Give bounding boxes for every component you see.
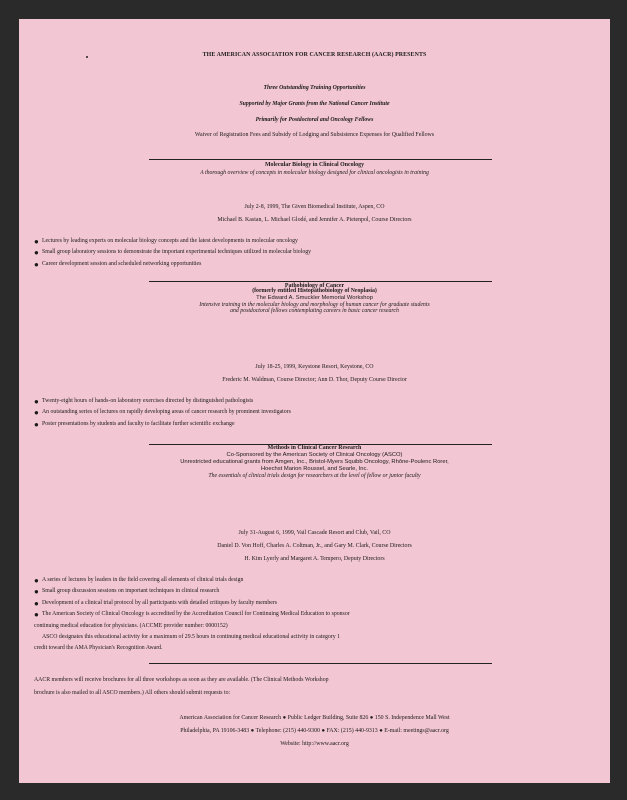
bullet-icon: ● — [34, 576, 39, 585]
divider — [149, 159, 492, 160]
accreditation-continuation: continuing medical education for physicians. (ACCME provider number: 0000152) — [34, 622, 228, 629]
workshop3-bullets — [34, 575, 604, 655]
workshop1-info: July 2-8, 1999, The Given Biomedical Institute, Aspen, CO Michael B. Kastan, L. Michael Glodé, and Jennifer A. Pietenpol, Course Directors — [217, 204, 412, 223]
list-item: ● Small group discussion sessions on important techniques in clinical research — [34, 587, 220, 597]
workshop2-subtitle: and postdoctoral fellows contemplating careers in basic cancer research — [230, 308, 399, 314]
flyer-page — [19, 19, 610, 783]
bullet-icon: ● — [34, 248, 39, 258]
workshop2-title-block — [19, 283, 610, 314]
workshop1-subtitle: A thorough overview of concepts in molecular biology designed for clinical oncologists in training — [200, 170, 429, 176]
credit-line: credit toward the AMA Physician's Recognition Award. — [34, 645, 163, 652]
workshop2-named: The Edward A. Smuckler Memorial Workshop — [256, 295, 373, 301]
workshop3-subtitle: The essentials of clinical trials design for researchers at the level of fellow or junior faculty — [208, 473, 421, 479]
footer-note: AACR members will receive brochures for all three workshops as soon as they are available. (The Clinical Methods Workshop brochure is also mailed to all ASCO members.) All others should submit requests to: — [34, 677, 329, 696]
bullet-icon: ● — [34, 237, 39, 246]
workshop1-title-block — [19, 162, 610, 176]
workshop3-sponsor: Co-Sponsored by the American Society of Clinical Oncology (ASCO) — [226, 452, 403, 458]
bullet-icon: ● — [34, 587, 39, 597]
intro-lines — [19, 80, 610, 128]
bullet-icon: ● — [34, 598, 39, 608]
list-item: ● A series of lectures by leaders in the field covering all elements of clinical trials design — [34, 576, 244, 585]
list-item: ● Lectures by leading experts on molecular biology concepts and the latest developments in molecular oncology — [34, 237, 298, 246]
list-item: ● Twenty-eight hours of hands-on laboratory exercises directed by distinguished pathologists — [34, 397, 254, 406]
intro-line: Supported by Major Grants from the National Cancer Institute — [239, 101, 390, 107]
bullet-icon: ● — [34, 610, 39, 620]
list-item: ● Career development session and scheduled networking opportunities — [34, 259, 202, 269]
website-text: Website: http://www.aacr.org — [280, 741, 349, 747]
divider — [149, 281, 492, 282]
list-item: ● The American Society of Clinical Oncology is accredited by the Accreditation Council for Continuing Medical Education to sponsor — [34, 610, 350, 620]
workshop3-title-block — [19, 445, 610, 479]
main-title: THE AMERICAN ASSOCIATION FOR CANCER RESEARCH (AACR) PRESENTS — [202, 52, 427, 58]
intro-line: Primarily for Postdoctoral and Oncology Fellows — [255, 117, 374, 123]
workshop3-info: July 31-August 6, 1999, Vail Cascade Resort and Club, Vail, CO Daniel D. Von Hoff, Charles A. Coltman, Jr., and Gary M. Clark, Course Directors H. Kim Lyerly and Margaret A. Tempero, Deputy Directors — [217, 530, 412, 562]
workshop2-formerly: (formerly entitled Histopathobiology of Neoplasia) — [252, 288, 377, 294]
bullet-icon: ● — [34, 397, 39, 406]
list-item: ● Development of a clinical trial protocol by all participants with detailed critiques by faculty members — [34, 598, 278, 608]
workshop3-title: Methods in Clinical Cancer Research — [267, 445, 362, 451]
workshop2-bullets — [34, 396, 604, 430]
workshop1-title: Molecular Biology in Clinical Oncology — [264, 162, 365, 168]
workshop1-bullets — [34, 236, 604, 270]
workshop2-subtitle: Intensive training in the molecular biology and morphology of human cancer for graduate students — [199, 302, 430, 308]
divider — [149, 663, 492, 664]
list-item: ● Poster presentations by students and faculty to facilitate further scientific exchange — [34, 419, 235, 429]
workshop2-title: Pathobiology of Cancer — [284, 283, 345, 289]
intro-line: Three Outstanding Training Opportunities — [263, 85, 366, 91]
credit-line: ASCO designates this educational activity for a maximum of 29.5 hours in continuing medical educational activity in category 1 — [42, 634, 340, 641]
bullet-icon: ● — [34, 259, 39, 269]
bullet-icon: ● — [34, 419, 39, 429]
list-item: ● Small group laboratory sessions to demonstrate the important experimental techniques utilized in molecular biology — [34, 248, 312, 258]
workshop3-sponsor: Unrestricted educational grants from Amgen, Inc., Bristol-Myers Squibb Oncology, Rhône-Poulenc Rorer, — [180, 459, 449, 465]
waiver-text: Waiver of Registration Fees and Subsidy of Lodging and Subsistence Expenses for Qualified Fellows — [194, 132, 435, 138]
list-item: ● An outstanding series of lectures on rapidly developing areas of cancer research by prominent investigators — [34, 408, 291, 418]
workshop2-info: July 18-25, 1999, Keystone Resort, Keystone, CO Frederic M. Waldman, Course Director; Ann D. Thor, Deputy Course Director — [222, 364, 407, 383]
workshop3-sponsor: Hoechst Marion Roussel, and Searle, Inc. — [261, 466, 368, 472]
contact-address: American Association for Cancer Research ● Public Ledger Building, Suite 826 ● 150 S. Independence Mall West Philadelphia, PA 19106-3483 ● Telephone: (215) 440-9300 ● FAX: (215) 440-9313 ● E-mail: meetings@aacr.org Website: http://www.aacr.org — [19, 712, 610, 751]
bullet-icon: ● — [34, 408, 39, 418]
